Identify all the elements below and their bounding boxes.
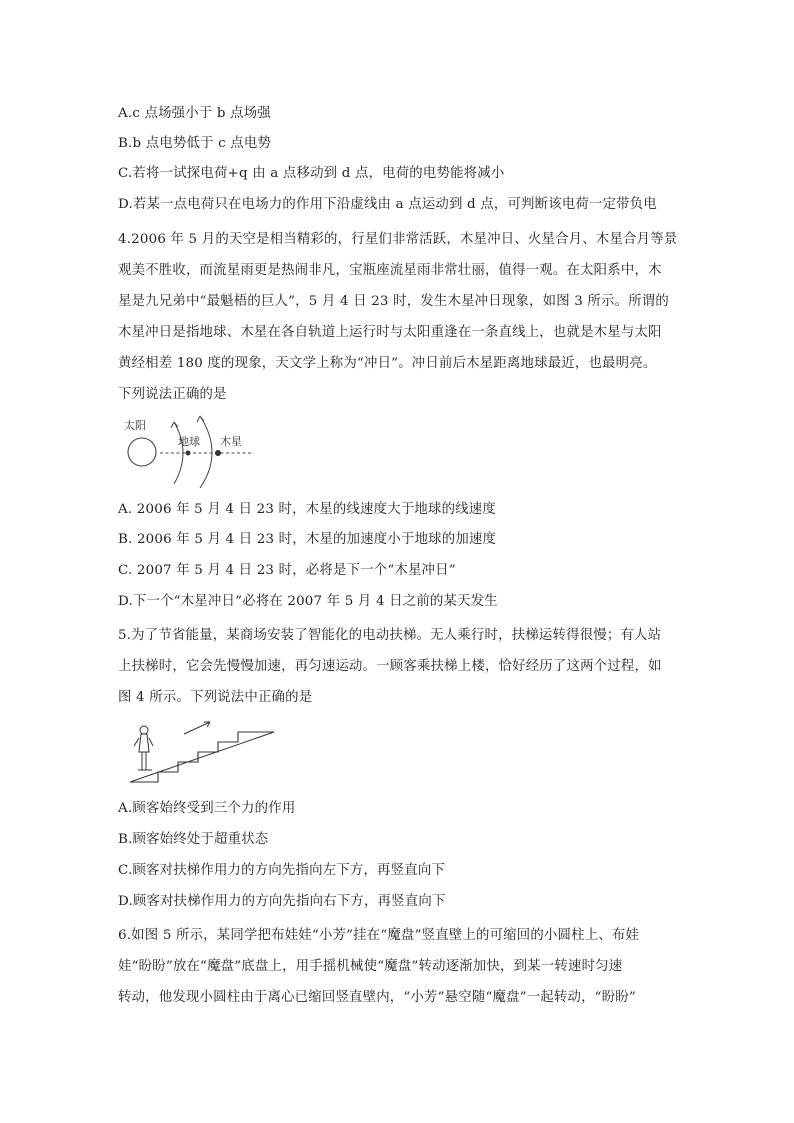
question-4-line: 观美不胜收，而流星雨更是热闹非凡，宝瓶座流星雨非常壮丽，值得一观。在太阳系中，木 [118, 263, 662, 278]
question-4-line: 黄经相差 180 度的现象，天文学上称为“冲日”。冲日前后木星距离地球最近，也最明亮。 [118, 356, 657, 371]
earth-dot [186, 451, 191, 456]
earth-label: 地球 [178, 435, 200, 448]
sun-shape [128, 438, 156, 466]
question-6-line: 转动，他发现小圆柱由于离心已缩回竖直壁内，“小芳”悬空随“魔盘”一起转动，“盼盼” [118, 990, 636, 1005]
question-5-prompt: 图 4 所示。下列说法中正确的是 [118, 690, 313, 705]
jupiter-label: 木星 [220, 435, 242, 448]
option-3c: C.若将一试探电荷+q 由 a 点移动到 d 点，电荷的电势能将减小 [118, 166, 505, 181]
jupiter-dot [215, 450, 221, 456]
option-5a: A.顾客始终受到三个力的作用 [118, 801, 296, 816]
customer-figure [134, 726, 153, 770]
figure-3-diagram [118, 412, 258, 490]
motion-arrow [184, 722, 210, 734]
escalator-base [130, 732, 274, 782]
option-5d: D.顾客对扶梯作用力的方向先指向右下方，再竖直向下 [118, 894, 446, 909]
question-6-line: 娃“盼盼”放在“魔盘”底盘上，用手摇机械使“魔盘”转动逐渐加快，到某一转速时匀速 [118, 959, 623, 974]
question-4-prompt: 下列说法正确的是 [118, 387, 227, 402]
question-5-line: 5.为了节省能量，某商场安装了智能化的电动扶梯。无人乘行时，扶梯运转得很慢；有人站 [118, 628, 662, 643]
option-3a: A.c 点场强小于 b 点场强 [118, 106, 271, 121]
option-5b: B.顾客始终处于超重状态 [118, 832, 269, 847]
figure-4-escalator [122, 716, 282, 786]
option-4c: C. 2007 年 5 月 4 日 23 时，必将是下一个“木星冲日” [118, 563, 456, 578]
question-4-line: 4.2006 年 5 月的天空是相当精彩的，行星们非常活跃，木星冲日、火星合月、木星合月等景 [118, 232, 678, 247]
sun-label: 太阳 [124, 419, 146, 432]
option-4b: B. 2006 年 5 月 4 日 23 时，木星的加速度小于地球的加速度 [118, 532, 497, 547]
question-5-line: 上扶梯时，它会先慢慢加速，再匀速运动。一顾客乘扶梯上楼，恰好经历了这两个过程，如 [118, 659, 662, 674]
question-6-line: 6.如图 5 所示，某同学把布娃娃“小芳”挂在“魔盘”竖直壁上的可缩回的小圆柱上、布娃 [118, 928, 640, 943]
option-3d: D.若某一点电荷只在电场力的作用下沿虚线由 a 点运动到 d 点，可判断该电荷一定带负电 [118, 197, 657, 212]
option-4d: D.下一个“木星冲日”必将在 2007 年 5 月 4 日之前的某天发生 [118, 594, 498, 609]
question-4-line: 木星冲日是指地球、木星在各自轨道上运行时与太阳重逢在一条直线上，也就是木星与太阳 [118, 325, 662, 340]
jupiter-orbit [200, 416, 212, 488]
option-4a: A. 2006 年 5 月 4 日 23 时，木星的线速度大于地球的线速度 [118, 502, 496, 517]
question-4-line: 星是九兄弟中“最魁梧的巨人”，5 月 4 日 23 时，发生木星冲日现象，如图 3 所示。所谓的 [118, 294, 669, 309]
option-5c: C.顾客对扶梯作用力的方向先指向左下方，再竖直向下 [118, 863, 446, 878]
option-3b: B.b 点电势低于 c 点电势 [118, 136, 272, 151]
